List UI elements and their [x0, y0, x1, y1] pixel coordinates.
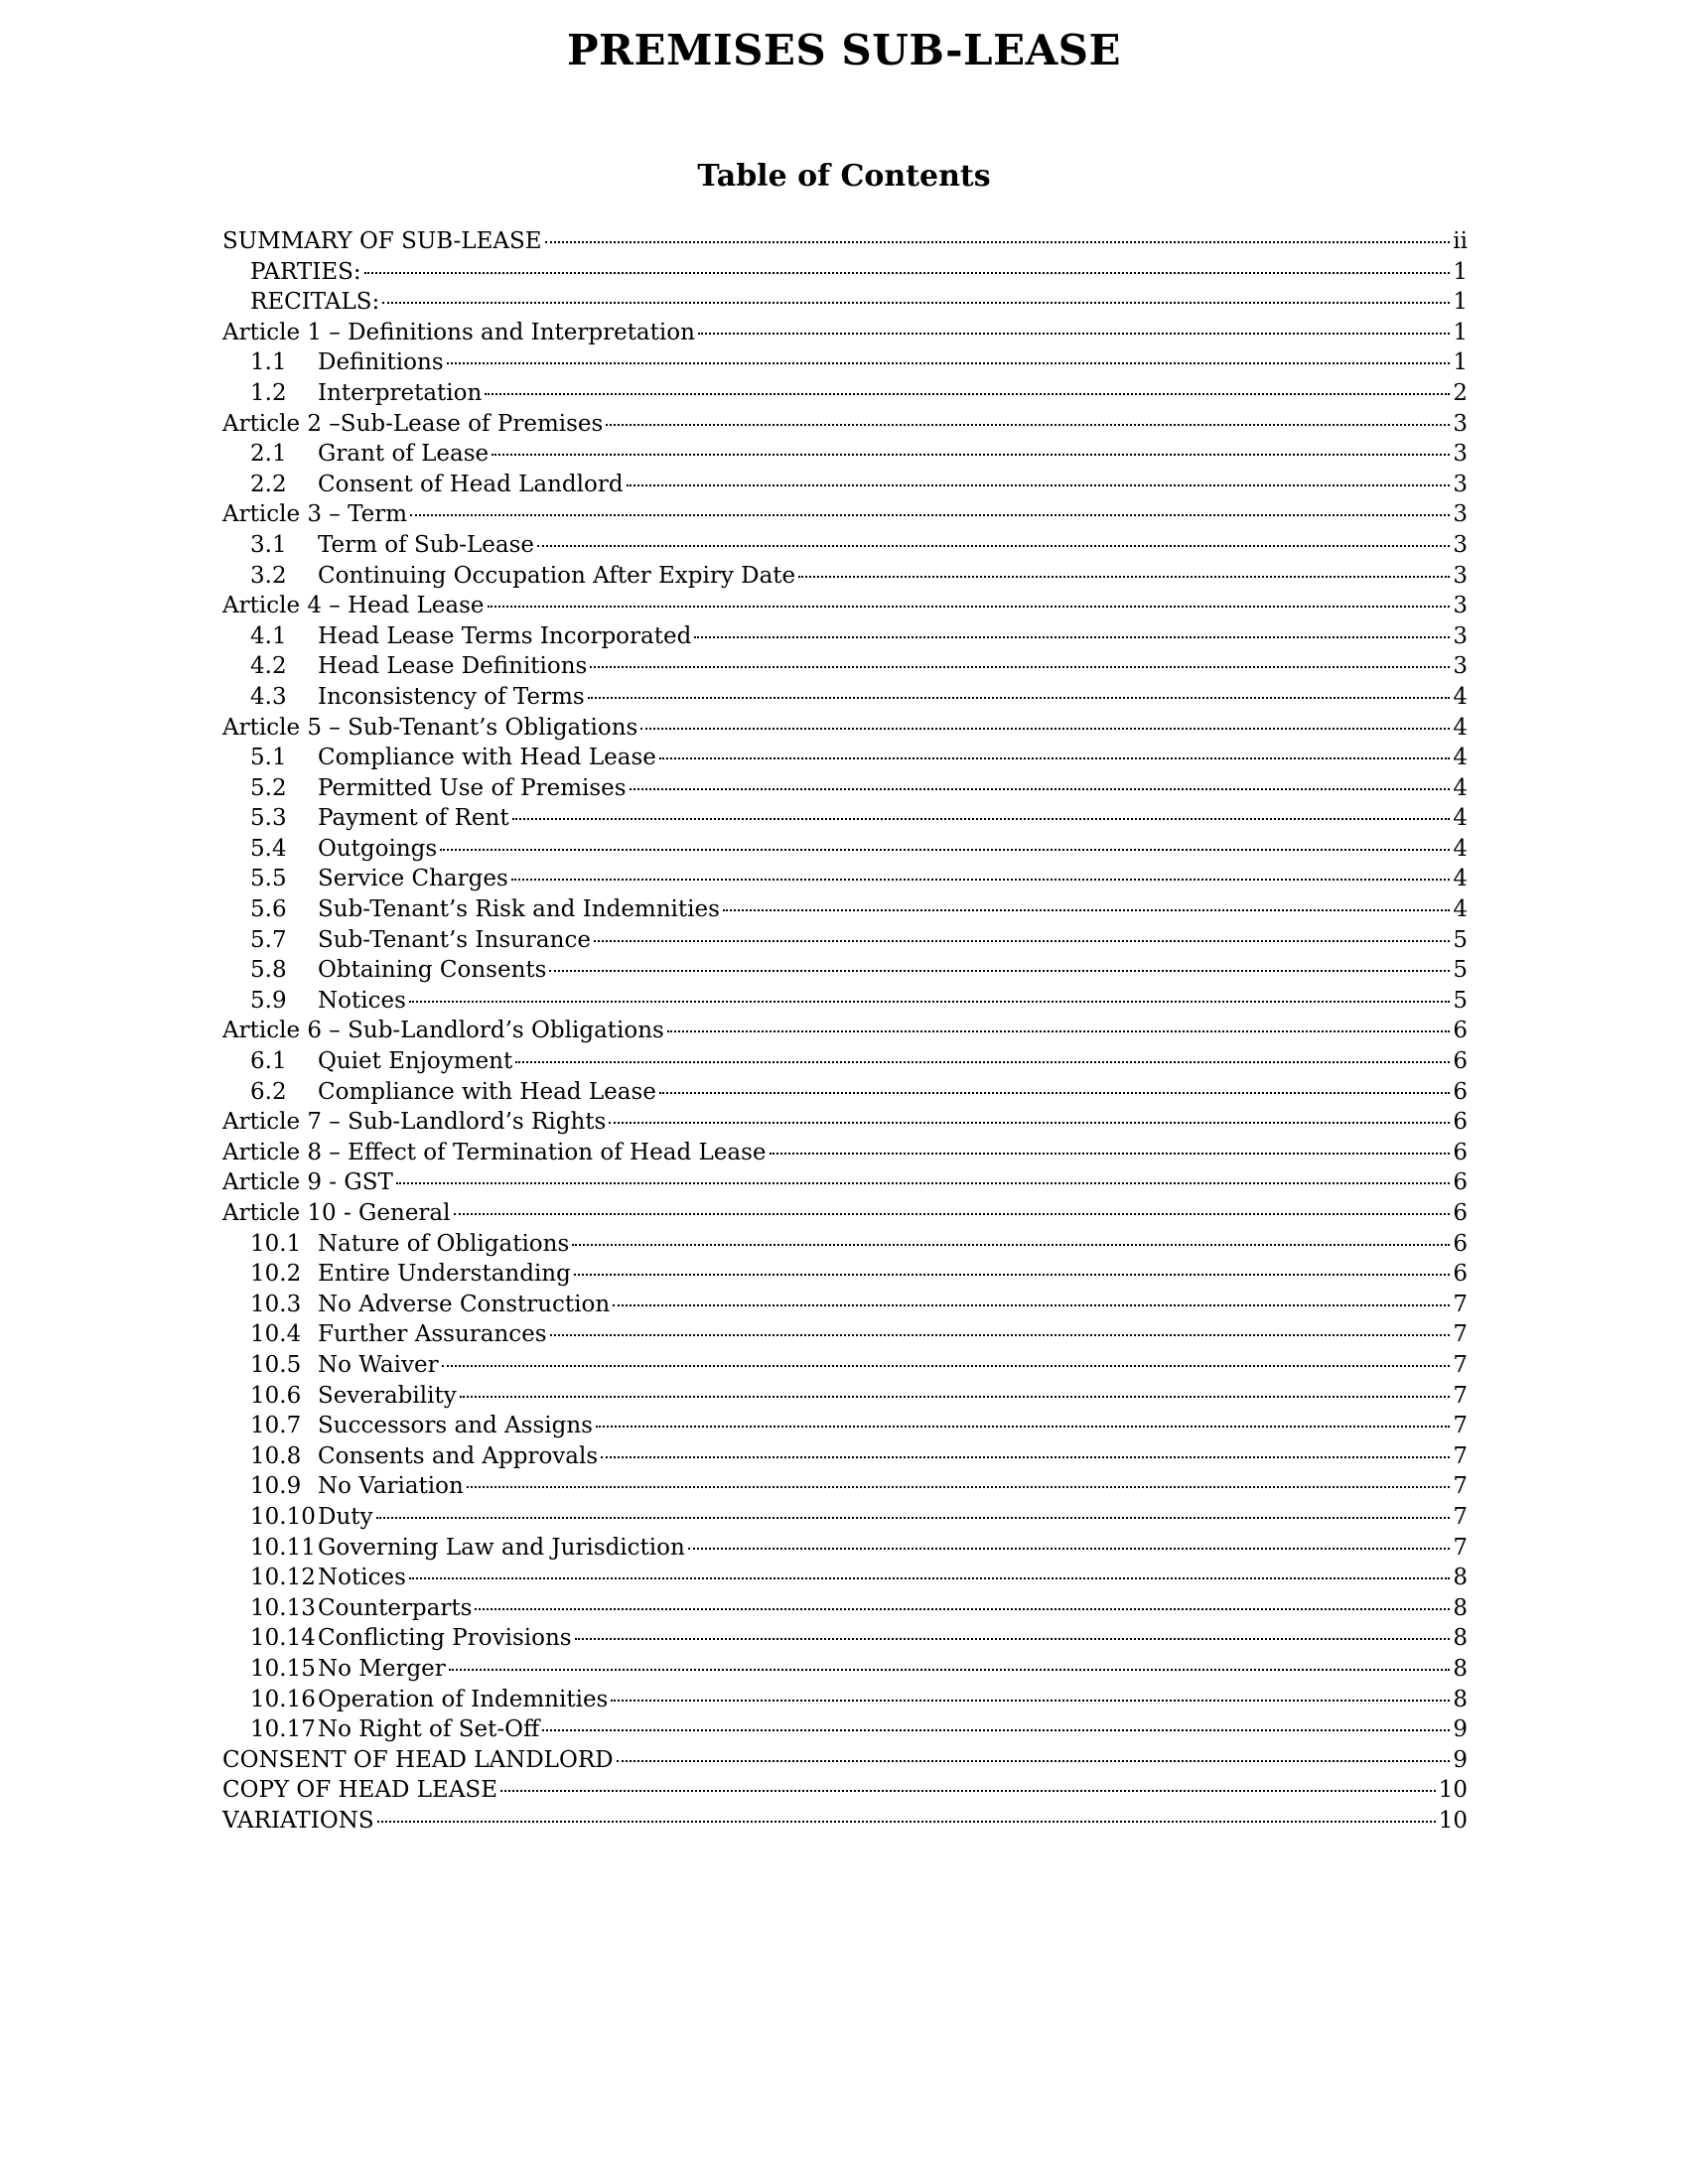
toc-entry-page: 7	[1453, 1321, 1468, 1348]
toc-entry-number: 10.3	[250, 1291, 302, 1317]
toc-dot-leader	[550, 1333, 1451, 1336]
toc-entry-page: 3	[1453, 410, 1468, 437]
toc-entry[interactable]	[222, 470, 1468, 500]
toc-entry-page: 7	[1453, 1382, 1468, 1409]
toc-dot-leader	[396, 1181, 1450, 1184]
toc-dot-leader	[659, 756, 1451, 759]
toc-entry-title: Duty	[318, 1503, 373, 1530]
toc-dot-leader	[770, 1152, 1451, 1155]
toc-dot-leader	[440, 848, 1450, 851]
toc-dot-leader	[798, 575, 1450, 578]
toc-entry-number: 5.8	[250, 957, 287, 984]
toc-entry-number: 10.10	[250, 1503, 316, 1530]
toc-entry-page: 3	[1453, 622, 1468, 649]
toc-entry-title: SUMMARY OF SUB-LEASE	[222, 228, 542, 254]
toc-entry-page: ii	[1453, 228, 1468, 254]
toc-entry-page: 5	[1453, 926, 1468, 953]
toc-entry-page: 3	[1453, 441, 1468, 468]
toc-entry-title: No Adverse Construction	[318, 1291, 611, 1317]
toc-entry-page: 3	[1453, 531, 1468, 558]
toc-entry-page: 7	[1453, 1351, 1468, 1378]
toc-dot-leader	[485, 392, 1450, 395]
toc-dot-leader	[449, 1668, 1451, 1671]
toc-dot-leader	[409, 1000, 1450, 1003]
toc-entry-title: Entire Understanding	[318, 1261, 571, 1288]
toc-entry-title: Head Lease Definitions	[318, 653, 588, 680]
toc-entry-number: 10.14	[250, 1625, 316, 1652]
toc-entry-title: Permitted Use of Premises	[318, 774, 627, 801]
toc-entry-page: 3	[1453, 471, 1468, 497]
toc-entry[interactable]	[222, 1471, 1468, 1502]
toc-entry-page: 6	[1453, 1109, 1468, 1136]
toc-entry-page: 7	[1453, 1534, 1468, 1561]
toc-entry-page: 6	[1453, 1078, 1468, 1105]
toc-entry-title: Article 3 – Term	[222, 501, 408, 528]
toc-entry[interactable]	[222, 1077, 1468, 1108]
toc-entry[interactable]	[222, 803, 1468, 834]
toc-entry-title: Payment of Rent	[318, 805, 509, 832]
toc-dot-leader	[572, 1243, 1450, 1246]
toc-entry-title: Outgoings	[318, 835, 438, 862]
toc-entry-number: 10.17	[250, 1716, 316, 1743]
toc-entry[interactable]	[222, 1138, 1468, 1168]
toc-entry-page: 6	[1453, 1048, 1468, 1075]
toc-entry-title: Further Assurances	[318, 1321, 547, 1348]
toc-entry-page: 4	[1453, 745, 1468, 771]
toc-dot-leader	[596, 1425, 1450, 1428]
toc-dot-leader	[588, 696, 1451, 699]
toc-entry-page: 5	[1453, 987, 1468, 1014]
toc-entry[interactable]	[222, 1563, 1468, 1593]
toc-entry[interactable]	[222, 955, 1468, 986]
toc-entry[interactable]	[222, 1502, 1468, 1533]
toc-dot-leader	[376, 1516, 1451, 1519]
toc-dot-leader	[467, 1485, 1451, 1488]
toc-entry-page: 6	[1453, 1169, 1468, 1196]
toc-entry[interactable]	[222, 591, 1468, 621]
toc-dot-leader	[447, 361, 1451, 364]
toc-entry[interactable]	[222, 378, 1468, 409]
toc-entry-title: CONSENT OF HEAD LANDLORD	[222, 1746, 614, 1773]
toc-entry[interactable]	[222, 1593, 1468, 1624]
toc-entry-page: 1	[1453, 319, 1468, 345]
toc-dot-leader	[542, 1728, 1450, 1731]
toc-entry[interactable]	[222, 1411, 1468, 1441]
toc-entry-number: 10.1	[250, 1230, 302, 1257]
toc-dot-leader	[460, 1395, 1451, 1398]
toc-entry-page: 3	[1453, 593, 1468, 619]
toc-entry-page: 9	[1453, 1746, 1468, 1773]
toc-dot-leader	[606, 423, 1450, 426]
toc-entry[interactable]	[222, 1290, 1468, 1320]
toc-dot-leader	[611, 1699, 1450, 1702]
toc-entry-title: Sub-Tenant’s Insurance	[318, 926, 591, 953]
toc-entry-title: Consent of Head Landlord	[318, 471, 624, 497]
toc-entry-title: No Merger	[318, 1655, 446, 1682]
toc-entry-title: PARTIES:	[250, 258, 361, 285]
toc-entry[interactable]	[222, 409, 1468, 440]
toc-entry[interactable]	[222, 1350, 1468, 1381]
toc-entry-page: 8	[1453, 1655, 1468, 1682]
toc-dot-leader	[410, 513, 1450, 516]
toc-dot-leader	[549, 969, 1450, 972]
toc-entry[interactable]	[222, 682, 1468, 713]
toc-entry[interactable]	[222, 925, 1468, 956]
toc-entry-title: Head Lease Terms Incorporated	[318, 622, 692, 649]
toc-entry-title: Article 6 – Sub-Landlord’s Obligations	[222, 1018, 664, 1044]
toc-entry-number: 10.13	[250, 1594, 316, 1621]
toc-entry[interactable]	[222, 834, 1468, 865]
toc-entry[interactable]	[222, 773, 1468, 804]
toc-dot-leader	[442, 1364, 1451, 1367]
toc-entry[interactable]	[222, 1016, 1468, 1046]
toc-dot-leader	[630, 787, 1451, 790]
toc-dot-leader	[723, 908, 1450, 911]
toc-dot-leader	[609, 1121, 1450, 1124]
toc-entry-number: 10.12	[250, 1565, 316, 1591]
toc-dot-leader	[500, 1789, 1436, 1792]
toc-entry[interactable]	[222, 986, 1468, 1017]
toc-entry[interactable]	[222, 1714, 1468, 1745]
toc-dot-leader	[590, 665, 1450, 668]
toc-dot-leader	[545, 240, 1451, 243]
toc-entry-title: VARIATIONS	[222, 1807, 374, 1834]
toc-entry-page: 10	[1438, 1807, 1468, 1834]
toc-entry-title: Nature of Obligations	[318, 1230, 570, 1257]
toc-entry[interactable]	[222, 1229, 1468, 1260]
toc-dot-leader	[617, 1759, 1451, 1762]
toc-dot-leader	[594, 939, 1450, 942]
toc-entry-page: 7	[1453, 1503, 1468, 1530]
toc-entry-number: 5.3	[250, 805, 287, 832]
toc-entry[interactable]	[222, 318, 1468, 348]
toc-entry-page: 8	[1453, 1565, 1468, 1591]
toc-dot-leader	[409, 1576, 1450, 1579]
toc-entry-number: 5.4	[250, 835, 287, 862]
toc-entry-title: Article 5 – Sub-Tenant’s Obligations	[222, 714, 638, 741]
toc-entry-page: 4	[1453, 896, 1468, 923]
toc-dot-leader	[364, 271, 1451, 274]
toc-entry-number: 10.7	[250, 1413, 302, 1439]
toc-entry-page: 7	[1453, 1442, 1468, 1469]
toc-entry[interactable]	[222, 561, 1468, 592]
toc-entry-page: 2	[1453, 379, 1468, 406]
document-title: PREMISES SUB-LEASE	[566, 26, 1122, 74]
toc-entry[interactable]	[222, 651, 1468, 682]
toc-entry-page: 3	[1453, 653, 1468, 680]
toc-entry-title: Operation of Indemnities	[318, 1686, 609, 1712]
toc-entry-title: Article 4 – Head Lease	[222, 593, 485, 619]
toc-entry-number: 2.1	[250, 441, 287, 468]
toc-entry[interactable]	[222, 1623, 1468, 1654]
toc-entry-title: RECITALS:	[250, 289, 380, 316]
toc-entry-page: 3	[1453, 501, 1468, 528]
toc-dot-leader	[627, 483, 1451, 486]
toc-entry-title: Definitions	[318, 349, 444, 376]
toc-entry-number: 3.2	[250, 562, 287, 589]
toc-entry-page: 1	[1453, 289, 1468, 316]
toc-dot-leader	[640, 727, 1450, 730]
toc-entry-number: 10.4	[250, 1321, 302, 1348]
toc-entry-page: 8	[1453, 1594, 1468, 1621]
toc-entry[interactable]	[222, 1046, 1468, 1077]
toc-entry-title: Compliance with Head Lease	[318, 745, 656, 771]
toc-entry-number: 10.6	[250, 1382, 302, 1409]
toc-entry-page: 6	[1453, 1139, 1468, 1165]
toc-entry[interactable]	[222, 1381, 1468, 1412]
toc-dot-leader	[698, 332, 1450, 335]
toc-entry-number: 5.7	[250, 926, 287, 953]
toc-entry[interactable]	[222, 621, 1468, 652]
toc-entry-number: 10.8	[250, 1442, 302, 1469]
toc-dot-leader	[575, 1637, 1451, 1640]
toc-entry[interactable]	[222, 743, 1468, 773]
toc-dot-leader	[659, 1091, 1451, 1094]
toc-entry[interactable]	[222, 1533, 1468, 1564]
toc-entry-number: 5.2	[250, 774, 287, 801]
toc-entry-title: Article 8 – Effect of Termination of Head Lease	[222, 1139, 767, 1165]
toc-entry[interactable]	[222, 894, 1468, 925]
toc-entry-title: Inconsistency of Terms	[318, 683, 585, 710]
toc-entry-title: No Waiver	[318, 1351, 439, 1378]
toc-entry-page: 6	[1453, 1261, 1468, 1288]
toc-entry-number: 5.1	[250, 745, 287, 771]
toc-entry-title: Service Charges	[318, 866, 508, 892]
toc-dot-leader	[694, 635, 1450, 638]
toc-entry[interactable]	[222, 530, 1468, 561]
toc-entry-number: 1.1	[250, 349, 287, 376]
toc-entry-title: Sub-Tenant’s Risk and Indemnities	[318, 896, 720, 923]
toc-entry-number: 5.6	[250, 896, 287, 923]
toc-entry-title: Notices	[318, 1565, 406, 1591]
toc-entry-page: 3	[1453, 562, 1468, 589]
toc-entry-title: Conflicting Provisions	[318, 1625, 572, 1652]
toc-entry-number: 10.2	[250, 1261, 302, 1288]
toc-entry-number: 4.1	[250, 622, 287, 649]
toc-entry-page: 4	[1453, 683, 1468, 710]
toc-dot-leader	[492, 453, 1450, 456]
toc-entry-number: 5.9	[250, 987, 287, 1014]
toc-dot-leader	[377, 1820, 1436, 1823]
toc-dot-leader	[688, 1547, 1451, 1550]
toc-dot-leader	[574, 1273, 1451, 1276]
toc-entry[interactable]	[222, 864, 1468, 894]
toc-entry-page: 6	[1453, 1018, 1468, 1044]
toc-dot-leader	[454, 1212, 1451, 1215]
toc-entry-number: 10.5	[250, 1351, 302, 1378]
toc-entry[interactable]	[222, 287, 1468, 318]
toc-dot-leader	[512, 817, 1451, 820]
toc-entry[interactable]	[222, 226, 1468, 257]
toc-entry-page: 5	[1453, 957, 1468, 984]
toc-entry-page: 1	[1453, 258, 1468, 285]
toc-entry-title: No Variation	[318, 1473, 464, 1500]
toc-entry[interactable]	[222, 257, 1468, 288]
toc-entry-page: 10	[1438, 1777, 1468, 1804]
toc-dot-leader	[488, 605, 1451, 608]
toc-entry-title: Term of Sub-Lease	[318, 531, 535, 558]
toc-entry[interactable]	[222, 1107, 1468, 1138]
toc-entry-title: Article 2 –Sub-Lease of Premises	[222, 410, 604, 437]
toc-dot-leader	[475, 1607, 1450, 1610]
toc-dot-leader	[382, 301, 1450, 304]
toc-entry-title: COPY OF HEAD LEASE	[222, 1777, 497, 1804]
toc-dot-leader	[613, 1303, 1450, 1306]
toc-entry-title: Grant of Lease	[318, 441, 490, 468]
toc-entry-page: 4	[1453, 805, 1468, 832]
toc-entry-page: 6	[1453, 1200, 1468, 1226]
toc-entry-number: 10.9	[250, 1473, 302, 1500]
toc-entry-title: Governing Law and Jurisdiction	[318, 1534, 685, 1561]
toc-entry-page: 7	[1453, 1291, 1468, 1317]
toc-dot-leader	[515, 1060, 1450, 1063]
toc-entry-title: Compliance with Head Lease	[318, 1078, 656, 1105]
toc-entry[interactable]	[222, 499, 1468, 530]
toc-entry-title: Interpretation	[318, 379, 483, 406]
table-of-contents	[222, 226, 1468, 1836]
toc-entry[interactable]	[222, 713, 1468, 744]
toc-entry-number: 2.2	[250, 471, 287, 497]
toc-entry-number: 4.2	[250, 653, 287, 680]
toc-entry[interactable]	[222, 1441, 1468, 1472]
toc-entry[interactable]	[222, 1745, 1468, 1776]
toc-entry[interactable]	[222, 439, 1468, 470]
toc-entry-page: 4	[1453, 835, 1468, 862]
toc-entry-page: 7	[1453, 1473, 1468, 1500]
toc-entry-page: 7	[1453, 1413, 1468, 1439]
toc-heading: Table of Contents	[697, 159, 991, 194]
toc-entry[interactable]	[222, 1654, 1468, 1685]
toc-entry-title: Obtaining Consents	[318, 957, 547, 984]
toc-entry[interactable]	[222, 1685, 1468, 1715]
toc-entry-title: Continuing Occupation After Expiry Date	[318, 562, 796, 589]
toc-entry-title: No Right of Set-Off	[318, 1716, 540, 1743]
toc-entry-number: 3.1	[250, 531, 287, 558]
toc-entry-title: Notices	[318, 987, 406, 1014]
toc-entry[interactable]	[222, 1198, 1468, 1229]
toc-entry-page: 8	[1453, 1686, 1468, 1712]
toc-entry[interactable]	[222, 1167, 1468, 1198]
toc-entry-title: Article 7 – Sub-Landlord’s Rights	[222, 1109, 607, 1136]
toc-entry-title: Article 9 - GST	[222, 1169, 393, 1196]
toc-entry[interactable]	[222, 1319, 1468, 1350]
toc-entry-title: Quiet Enjoyment	[318, 1048, 513, 1075]
toc-entry-page: 4	[1453, 774, 1468, 801]
toc-entry-title: Successors and Assigns	[318, 1413, 593, 1439]
toc-entry-title: Counterparts	[318, 1594, 473, 1621]
toc-entry[interactable]	[222, 347, 1468, 378]
toc-entry-number: 6.2	[250, 1078, 287, 1105]
toc-entry-number: 10.16	[250, 1686, 316, 1712]
toc-entry-number: 1.2	[250, 379, 287, 406]
toc-entry-page: 8	[1453, 1625, 1468, 1652]
toc-entry-number: 10.11	[250, 1534, 316, 1561]
toc-entry-title: Consents and Approvals	[318, 1442, 599, 1469]
toc-entry-page: 9	[1453, 1716, 1468, 1743]
toc-entry-page: 4	[1453, 714, 1468, 741]
toc-dot-leader	[537, 544, 1450, 547]
toc-entry-number: 4.3	[250, 683, 287, 710]
toc-entry[interactable]	[222, 1259, 1468, 1290]
toc-entry-number: 10.15	[250, 1655, 316, 1682]
toc-entry[interactable]	[222, 1806, 1468, 1837]
toc-dot-leader	[601, 1455, 1450, 1458]
toc-entry-page: 1	[1453, 349, 1468, 376]
toc-entry-title: Severability	[318, 1382, 457, 1409]
toc-entry-number: 6.1	[250, 1048, 287, 1075]
toc-entry-number: 5.5	[250, 866, 287, 892]
toc-entry-page: 6	[1453, 1230, 1468, 1257]
toc-entry[interactable]	[222, 1775, 1468, 1806]
toc-entry-page: 4	[1453, 866, 1468, 892]
toc-dot-leader	[667, 1029, 1451, 1032]
toc-entry-title: Article 10 - General	[222, 1200, 451, 1226]
toc-entry-title: Article 1 – Definitions and Interpretation	[222, 319, 695, 345]
toc-dot-leader	[511, 878, 1451, 881]
